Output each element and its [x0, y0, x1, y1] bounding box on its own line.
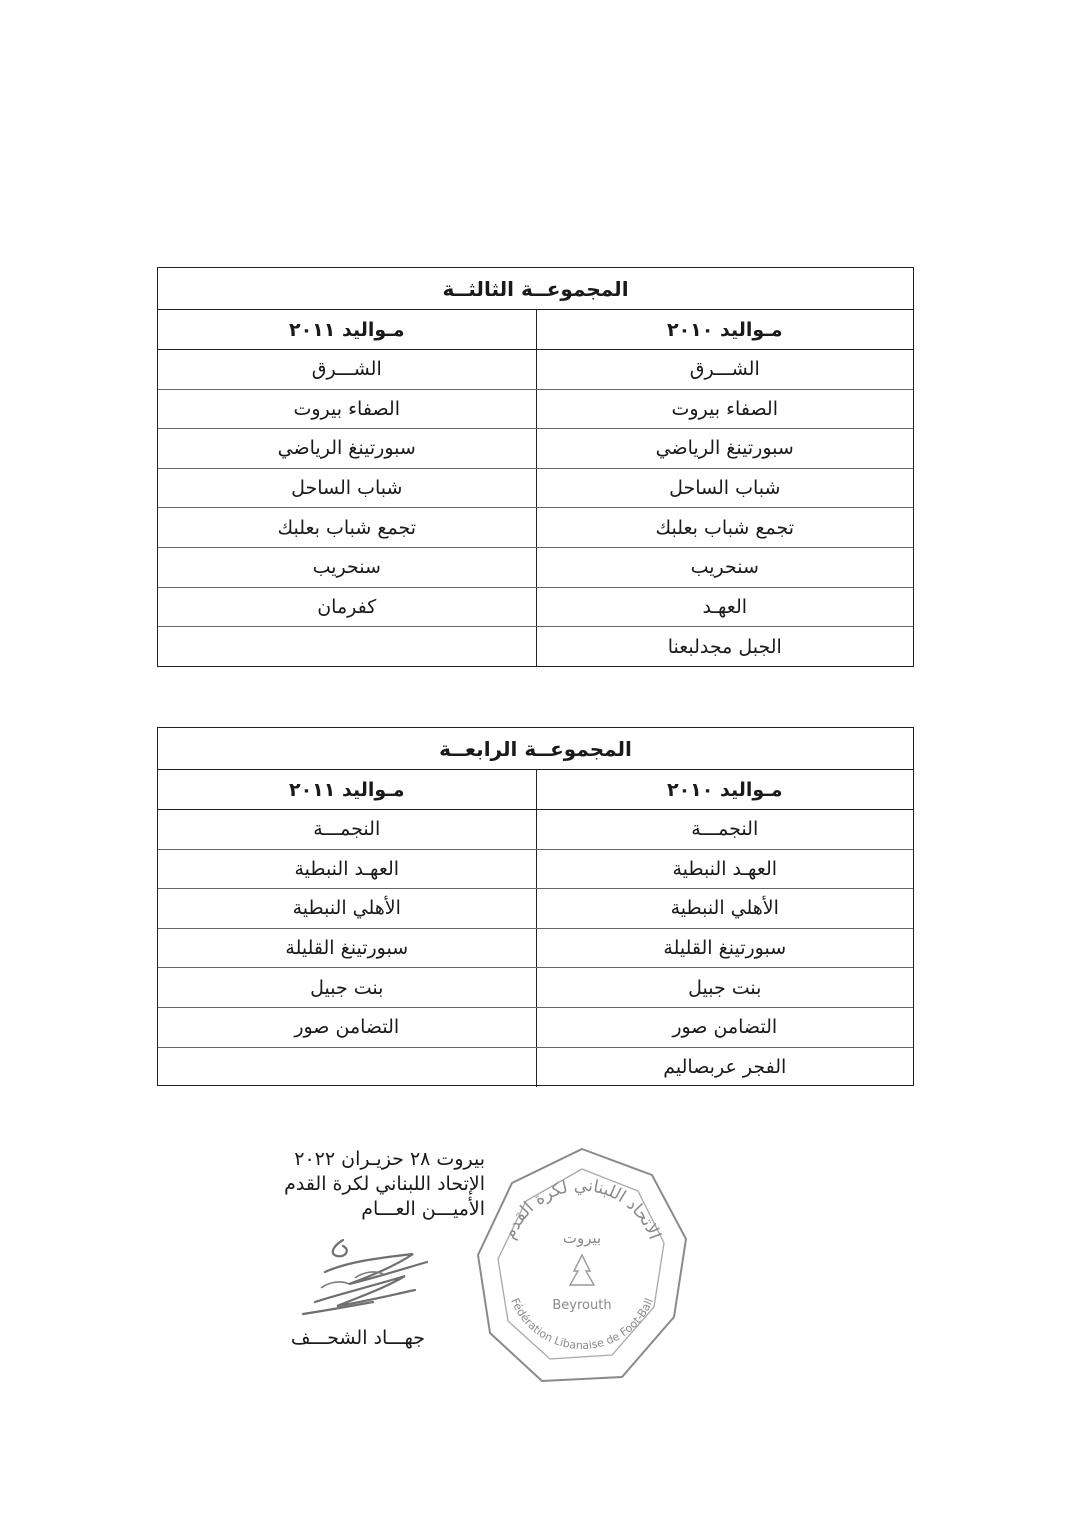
group-4-cell-2011: سبورتينغ القليلة	[285, 937, 409, 960]
group-3-cell-2011: تجمع شباب بعلبك	[277, 516, 417, 539]
group-4-cell-2010: التضامن صور	[536, 1008, 914, 1047]
group-4-cell-2011: بنت جبيل	[310, 976, 384, 999]
group-4-header-2010: مـواليد ٢٠١٠	[536, 770, 914, 809]
group-4-cell-2011: الأهلي النبطية	[292, 897, 401, 920]
table-row	[158, 929, 913, 969]
group-3-cell-2011: الصفاء بيروت	[293, 397, 400, 420]
group-3-header-row	[158, 310, 913, 350]
table-row	[158, 968, 913, 1008]
table-row	[158, 810, 913, 850]
group-3-cell-2011: الشـــرق	[311, 358, 382, 381]
group-4-cell-2011	[158, 1048, 536, 1088]
svg-text:الاتحاد اللبناني لكرة القدم: الاتحاد اللبناني لكرة القدم	[499, 1175, 665, 1243]
signature-block	[195, 1147, 485, 1222]
table-row	[158, 850, 913, 890]
group-4-cell-2010: سبورتينغ القليلة	[536, 929, 914, 968]
svg-text:Fédération Libanaise de Foot-B: Fédération Libanaise de Foot-Ball	[508, 1296, 656, 1353]
table-row	[158, 1048, 913, 1088]
signer-name: جهـــاد الشحـــف	[290, 1327, 425, 1349]
table-row	[158, 469, 913, 509]
table-row	[158, 390, 913, 430]
table-row	[158, 1008, 913, 1048]
group-3-cell-2010: شباب الساحل	[536, 469, 914, 508]
group-3-cell-2010: الصفاء بيروت	[536, 390, 914, 429]
federation-seal-stamp	[472, 1143, 692, 1391]
date-line: بيروت ٢٨ حزيـران ٢٠٢٢	[294, 1148, 485, 1170]
group-3-title: المجموعــة الثالثــة	[158, 268, 913, 310]
group-3-cell-2011: كفرمان	[317, 595, 377, 618]
svg-text:Beyrouth: Beyrouth	[552, 1298, 612, 1313]
group-4-cell-2010: الأهلي النبطية	[536, 889, 914, 928]
group-3-cell-2010: تجمع شباب بعلبك	[536, 508, 914, 547]
group-3-cell-2011: سبورتينغ الرياضي	[277, 437, 416, 460]
group-3-header-2010: مـواليد ٢٠١٠	[536, 310, 914, 349]
group-3-cell-2011	[158, 627, 536, 667]
group-3-cell-2010: العهـد	[536, 588, 914, 627]
group-3-cell-2011: شباب الساحل	[291, 477, 403, 500]
table-row	[158, 429, 913, 469]
table-row	[158, 350, 913, 390]
group-4-table	[157, 727, 914, 1086]
group-3-cell-2010: سنحريب	[536, 548, 914, 587]
table-row	[158, 627, 913, 667]
table-row	[158, 548, 913, 588]
handwritten-signature	[285, 1232, 435, 1322]
group-4-cell-2011: التضامن صور	[294, 1016, 400, 1039]
group-3-cell-2011: سنحريب	[312, 556, 381, 579]
group-4-cell-2010: الفجر عربصاليم	[536, 1048, 914, 1088]
group-4-header-2011: مـواليد ٢٠١١	[288, 778, 405, 801]
group-4-title: المجموعــة الرابعــة	[158, 728, 913, 770]
group-4-header-row	[158, 770, 913, 810]
group-4-cell-2011: النجمـــة	[313, 818, 381, 841]
group-4-cell-2010: العهـد النبطية	[536, 850, 914, 889]
table-row	[158, 508, 913, 548]
organization-line: الإتحاد اللبناني لكرة القدم	[284, 1173, 485, 1195]
group-4-cell-2011: العهـد النبطية	[294, 857, 400, 880]
role-line: الأميـــن العـــام	[361, 1198, 485, 1220]
group-3-cell-2010: الشـــرق	[536, 350, 914, 389]
svg-text:بيروت: بيروت	[562, 1229, 602, 1247]
group-3-header-2011: مـواليد ٢٠١١	[288, 318, 405, 341]
group-3-cell-2010: الجبل مجدلبعنا	[536, 627, 914, 667]
group-4-cell-2010: بنت جبيل	[536, 968, 914, 1007]
group-4-cell-2010: النجمـــة	[536, 810, 914, 849]
group-3-cell-2010: سبورتينغ الرياضي	[536, 429, 914, 468]
table-row	[158, 588, 913, 628]
group-3-table	[157, 267, 914, 667]
table-row	[158, 889, 913, 929]
